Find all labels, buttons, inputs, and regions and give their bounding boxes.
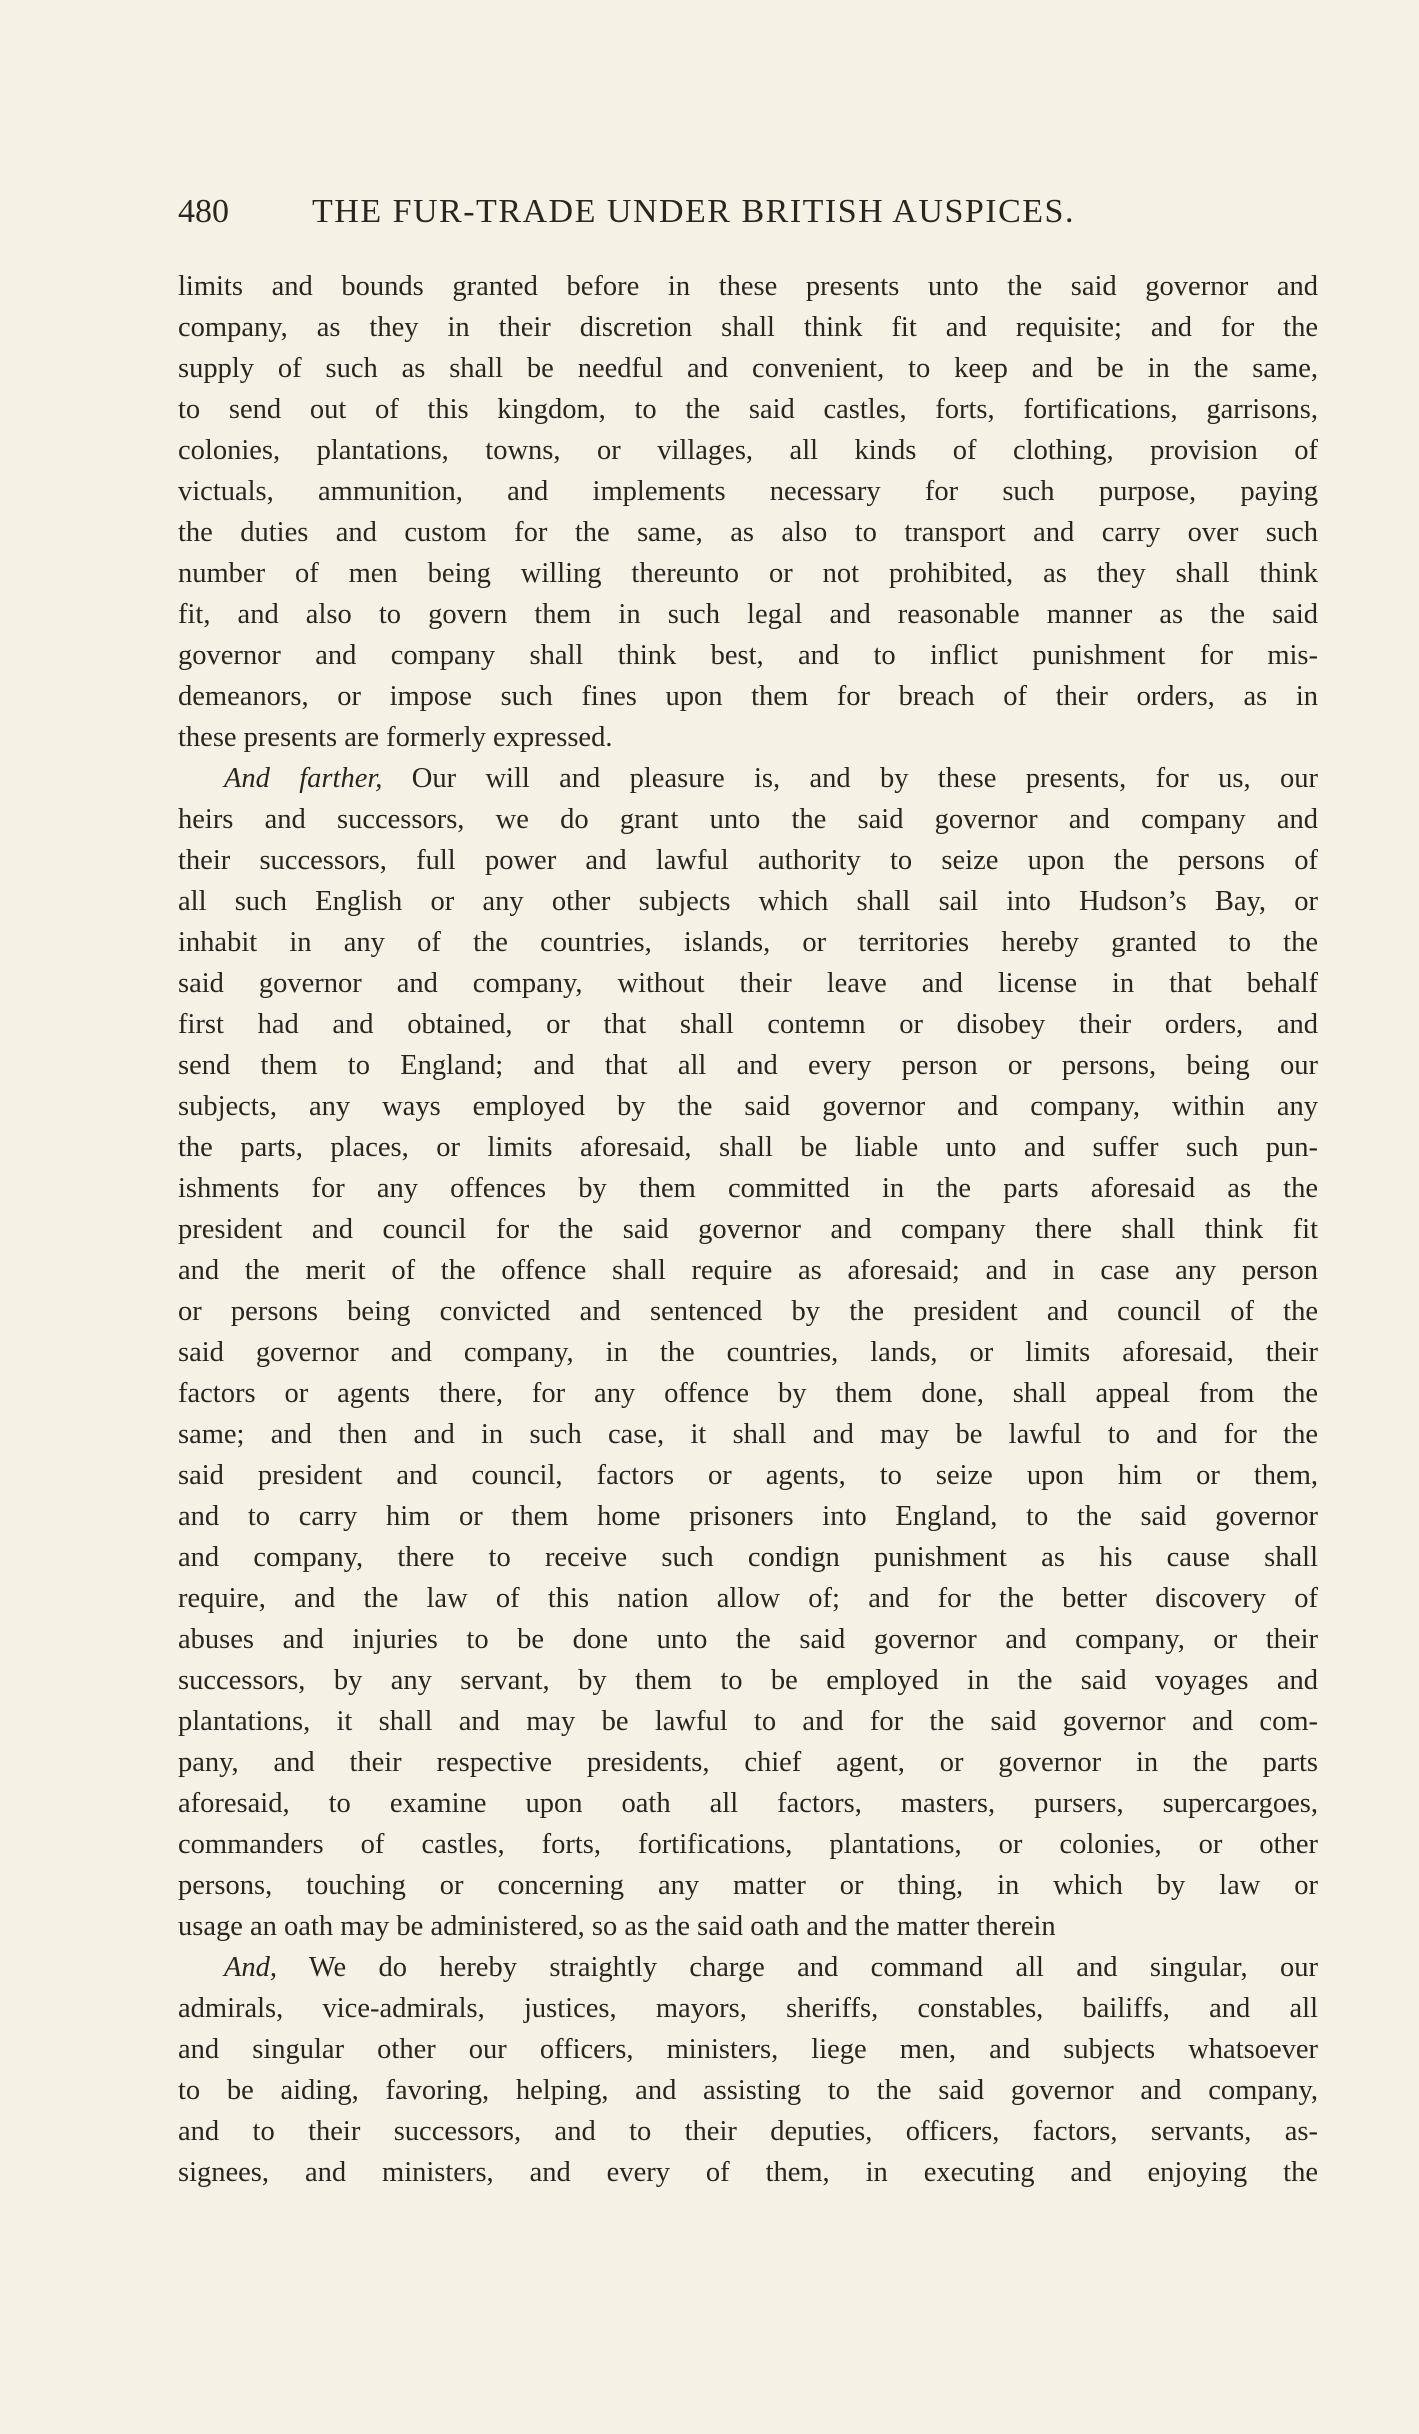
text-line: limits and bounds granted before in these presents unto the said governor and	[178, 271, 1318, 302]
text-line: president and council for the said governor and company there shall think fit	[178, 1214, 1318, 1245]
text-line: same; and then and in such case, it shall and may be lawful to and for the	[178, 1419, 1318, 1450]
text-line: send them to England; and that all and every person or persons, being our	[178, 1050, 1318, 1081]
text-line: signees, and ministers, and every of them, in executing and enjoying the	[178, 2157, 1318, 2188]
text-line: company, as they in their discretion shall think fit and requisite; and for the	[178, 312, 1318, 343]
text-line: pany, and their respective presidents, chief agent, or governor in the parts	[178, 1747, 1318, 1778]
text-line: the parts, places, or limits aforesaid, shall be liable unto and suffer such pun-	[178, 1132, 1318, 1163]
text-line: successors, by any servant, by them to be employed in the said voyages and	[178, 1665, 1318, 1696]
paragraph-2	[178, 758, 1318, 1947]
text-line: and singular other our officers, ministers, liege men, and subjects whatsoever	[178, 2034, 1318, 2065]
text-line: persons, touching or concerning any matter or thing, in which by law or	[178, 1870, 1318, 1901]
text-line: or persons being convicted and sentenced by the president and council of the	[178, 1296, 1318, 1327]
text-line: admirals, vice-admirals, justices, mayors, sheriffs, constables, bailiffs, and all	[178, 1993, 1318, 2024]
paragraph-lead: And,	[224, 1952, 278, 1983]
text-line: supply of such as shall be needful and convenient, to keep and be in the same,	[178, 353, 1318, 384]
text-line: and to carry him or them home prisoners into England, to the said governor	[178, 1501, 1318, 1532]
text-line: abuses and injuries to be done unto the said governor and company, or their	[178, 1624, 1318, 1655]
text-line: to send out of this kingdom, to the said castles, forts, fortifications, garrisons,	[178, 394, 1318, 425]
text-line: and the merit of the offence shall require as aforesaid; and in case any person	[178, 1255, 1318, 1286]
text-line: said governor and company, without their leave and license in that behalf	[178, 968, 1318, 999]
first-line-text: Our will and pleasure is, and by these presents, for us, our	[382, 763, 1318, 794]
text-line: require, and the law of this nation allow of; and for the better discovery of	[178, 1583, 1318, 1614]
text-line: ishments for any offences by them committed in the parts aforesaid as the	[178, 1173, 1318, 1204]
running-title: THE FUR-TRADE UNDER BRITISH AUSPICES.	[312, 193, 1075, 230]
running-head	[178, 188, 1318, 236]
text-line	[178, 1947, 1318, 1988]
text-line: to be aiding, favoring, helping, and assisting to the said governor and company,	[178, 2075, 1318, 2106]
text-line: victuals, ammunition, and implements necessary for such purpose, paying	[178, 476, 1318, 507]
paragraph-1	[178, 266, 1318, 758]
text-line: first had and obtained, or that shall contemn or disobey their orders, and	[178, 1009, 1318, 1040]
text-line: aforesaid, to examine upon oath all factors, masters, pursers, supercargoes,	[178, 1788, 1318, 1819]
text-line: subjects, any ways employed by the said governor and company, within any	[178, 1091, 1318, 1122]
text-line: demeanors, or impose such fines upon them for breach of their orders, as in	[178, 681, 1318, 712]
text-line: said president and council, factors or agents, to seize upon him or them,	[178, 1460, 1318, 1491]
first-line-text: We do hereby straightly charge and command all and singular, our	[277, 1952, 1318, 1983]
paragraph-3	[178, 1947, 1318, 2193]
text-line: commanders of castles, forts, fortifications, plantations, or colonies, or other	[178, 1829, 1318, 1860]
text-line: these presents are formerly expressed.	[178, 722, 613, 753]
text-line: the duties and custom for the same, as also to transport and carry over such	[178, 517, 1318, 548]
text-line: and to their successors, and to their deputies, officers, factors, servants, as-	[178, 2116, 1318, 2147]
text-line: inhabit in any of the countries, islands, or territories hereby granted to the	[178, 927, 1318, 958]
text-line: plantations, it shall and may be lawful to and for the said governor and com-	[178, 1706, 1318, 1737]
text-line: number of men being willing thereunto or not prohibited, as they shall think	[178, 558, 1318, 589]
text-line: said governor and company, in the countries, lands, or limits aforesaid, their	[178, 1337, 1318, 1368]
text-line: and company, there to receive such condign punishment as his cause shall	[178, 1542, 1318, 1573]
text-line: usage an oath may be administered, so as the said oath and the matter therein	[178, 1911, 1056, 1942]
text-line: governor and company shall think best, and to inflict punishment for mis-	[178, 640, 1318, 671]
text-line: heirs and successors, we do grant unto the said governor and company and	[178, 804, 1318, 835]
text-line	[178, 758, 1318, 799]
text-line: fit, and also to govern them in such legal and reasonable manner as the said	[178, 599, 1318, 630]
body-text	[178, 266, 1318, 2193]
paragraph-lead: And farther,	[224, 763, 383, 794]
text-line: their successors, full power and lawful authority to seize upon the persons of	[178, 845, 1318, 876]
page-number: 480	[178, 193, 229, 230]
text-line: factors or agents there, for any offence by them done, shall appeal from the	[178, 1378, 1318, 1409]
text-line: all such English or any other subjects which shall sail into Hudson’s Bay, or	[178, 886, 1318, 917]
text-line: colonies, plantations, towns, or villages, all kinds of clothing, provision of	[178, 435, 1318, 466]
